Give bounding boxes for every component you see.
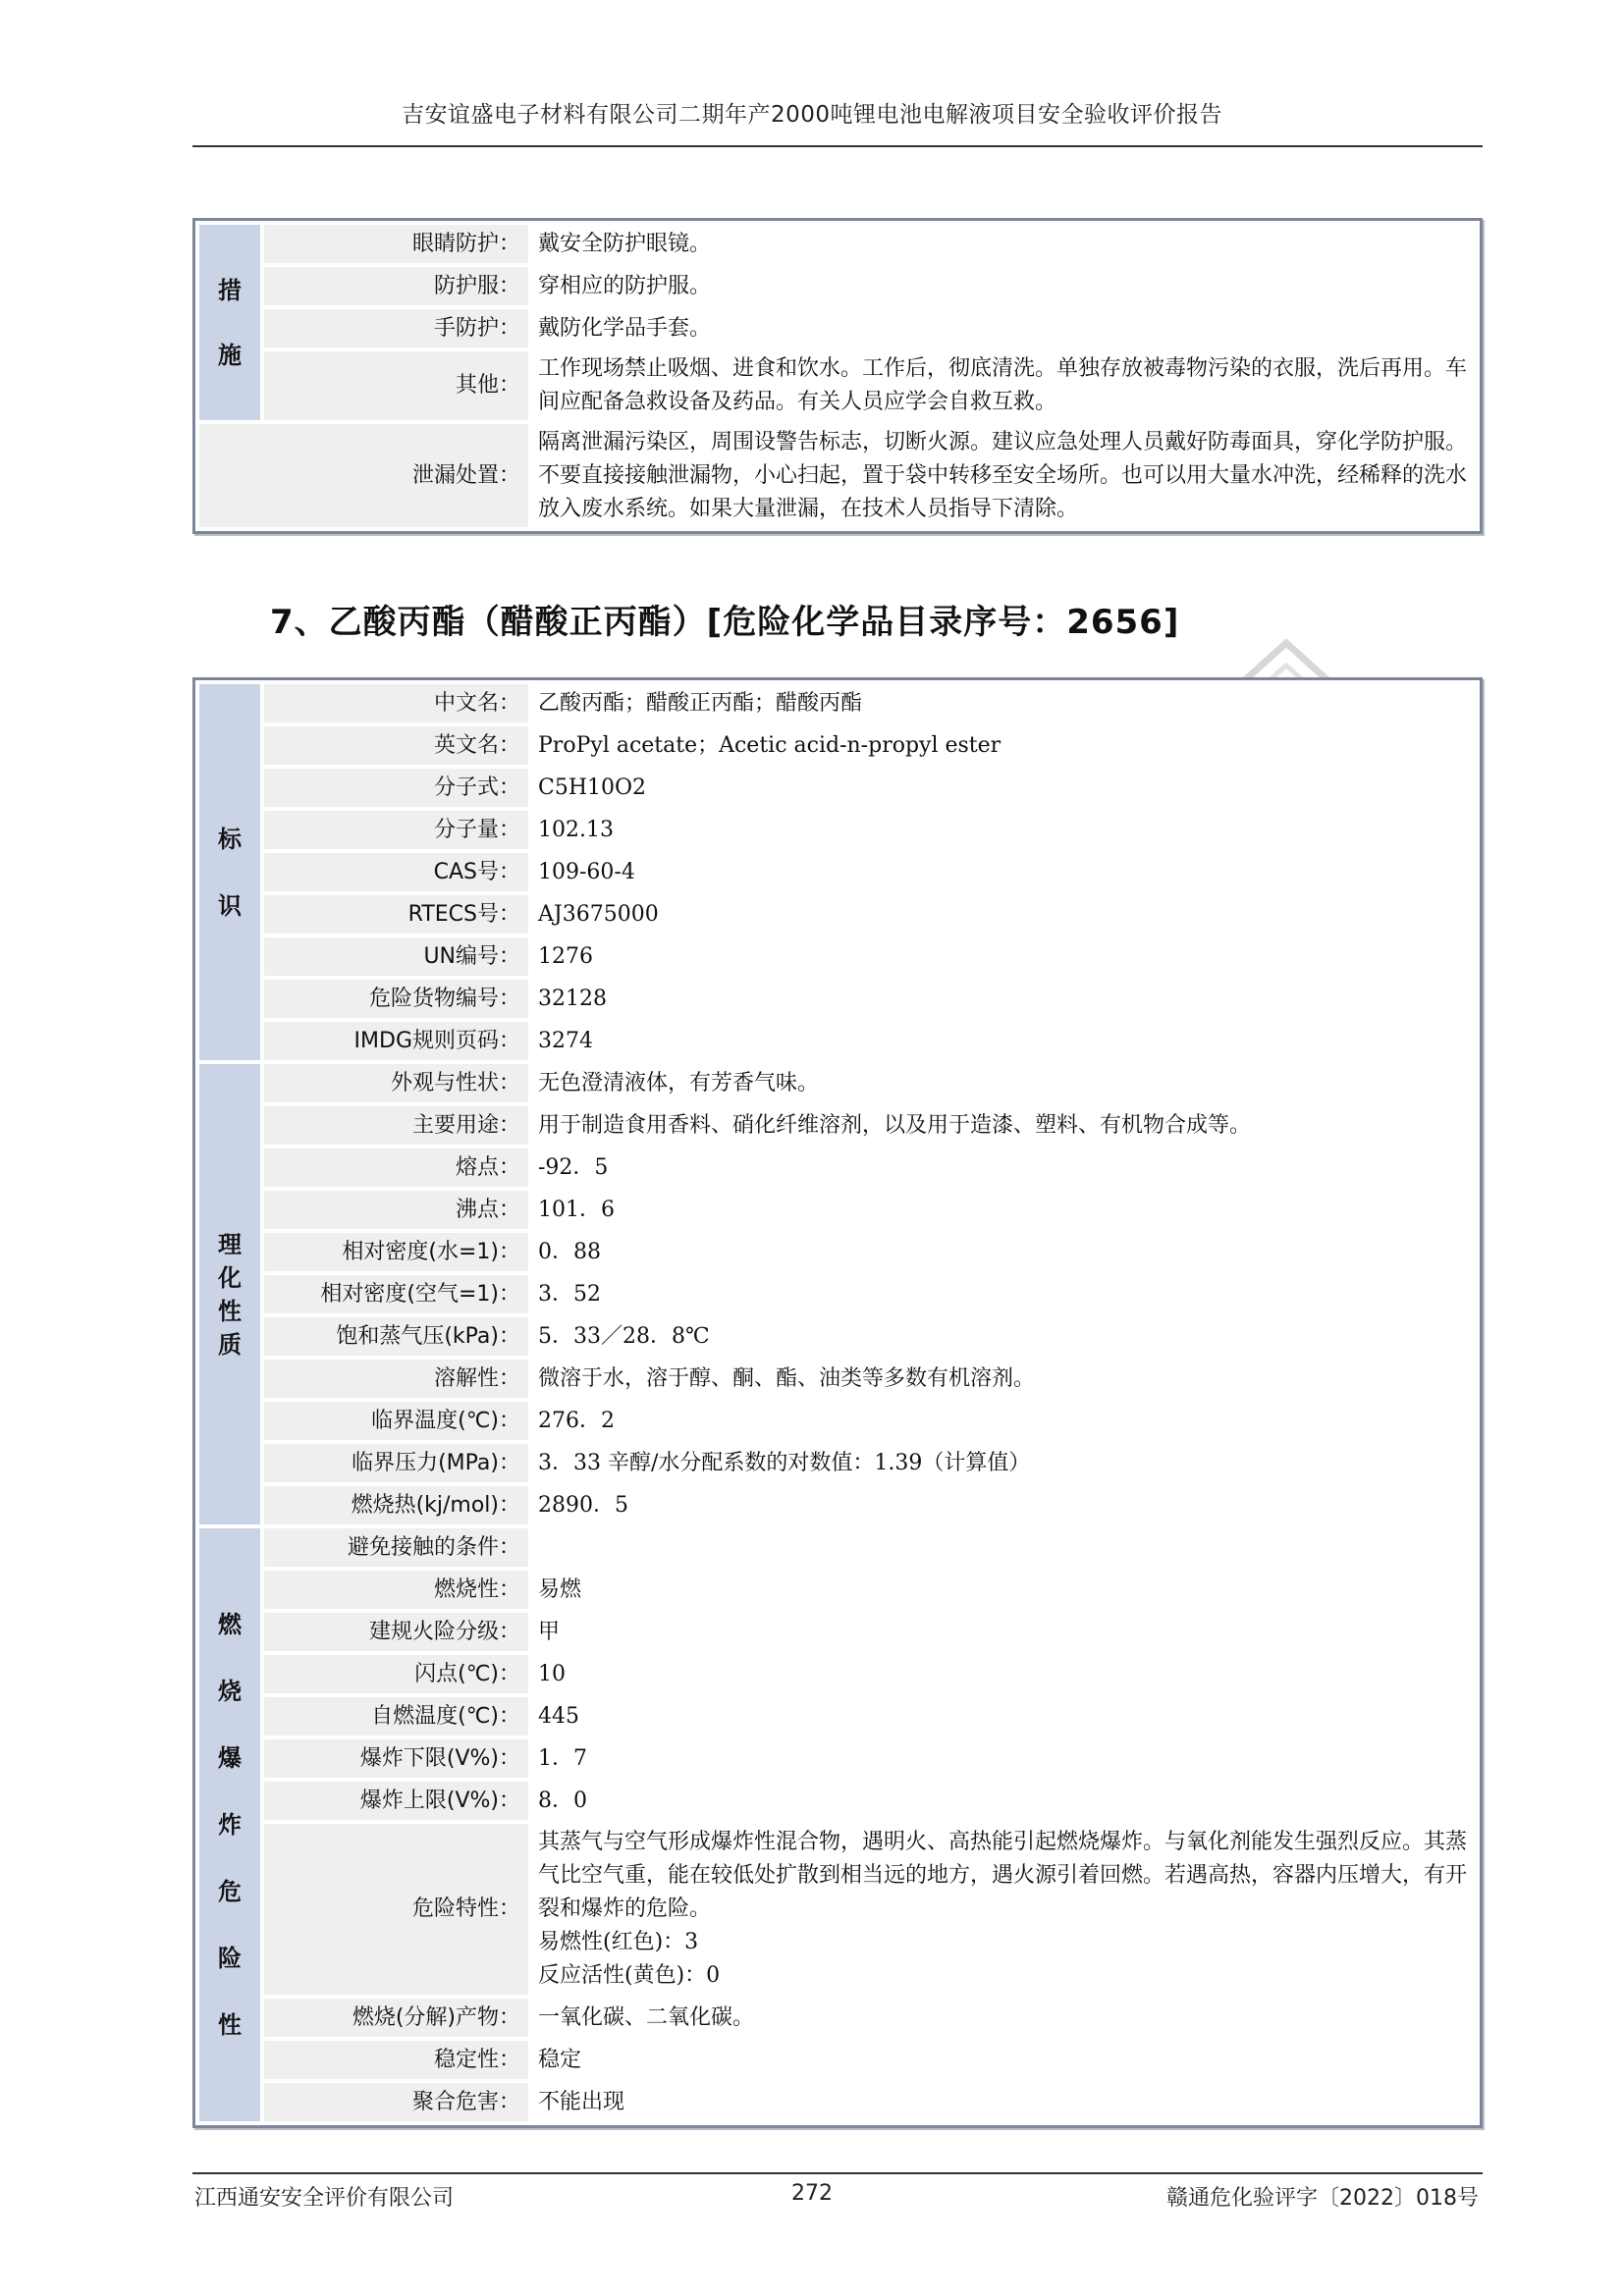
- row-label: 其他：: [264, 351, 528, 420]
- category-physchem: [199, 1064, 260, 1524]
- row-label: 燃烧(分解)产物：: [264, 1999, 528, 2037]
- row-value: 0．88: [538, 1239, 601, 1264]
- row-label: 燃烧性：: [264, 1571, 528, 1609]
- row-value: 微溶于水，溶于醇、酮、酯、油类等多数有机溶剂。: [538, 1365, 1036, 1391]
- hazard-text: 其蒸气与空气形成爆炸性混合物，遇明火、高热能引起燃烧爆炸。与氧化剂能发生强烈反应。其蒸气比空气重，能在较低处扩散到相当远的地方，遇火源引着回燃。若遇高热，容器内压增大，有开裂和爆炸的危险。: [538, 1830, 1468, 1921]
- row-value: 稳定: [538, 2047, 582, 2072]
- footer-rule: [192, 2172, 1483, 2174]
- footer-report-no: 赣通危化验评字〔2022〕018号: [1166, 2186, 1479, 2211]
- row-value: 2890．5: [538, 1492, 628, 1518]
- category-char: 施: [218, 341, 242, 369]
- row-label: 临界温度(℃)：: [264, 1402, 528, 1440]
- category-char: 标: [218, 825, 242, 853]
- row-value: 276．2: [538, 1408, 615, 1433]
- category-char: 炸: [218, 1811, 242, 1839]
- row-label: 临界压力(MPa)：: [264, 1444, 528, 1482]
- row-value: 109-60-4: [538, 859, 635, 884]
- category-char: 性: [218, 2011, 242, 2039]
- row-label: 分子量：: [264, 811, 528, 849]
- row-label: RTECS号：: [264, 895, 528, 934]
- row-label: 外观与性状：: [264, 1064, 528, 1102]
- category-char: 性: [218, 1297, 242, 1325]
- row-label: 自燃温度(℃)：: [264, 1697, 528, 1735]
- category-fire-explosion: [199, 1528, 260, 2121]
- row-value: -92．5: [538, 1154, 609, 1180]
- row-value: 1．7: [538, 1745, 587, 1771]
- category-char: 质: [218, 1330, 242, 1359]
- row-label: 分子式：: [264, 769, 528, 807]
- footer-company: 江西通安安全评价有限公司: [194, 2186, 455, 2211]
- row-value: 穿相应的防护服。: [538, 273, 712, 298]
- row-value: 一氧化碳、二氧化碳。: [538, 2004, 755, 2030]
- row-value: 易燃: [538, 1576, 582, 1602]
- category-char: 理: [218, 1230, 242, 1258]
- row-label: 相对密度(空气=1)：: [264, 1275, 528, 1313]
- hazard-label: 危险特性：: [264, 1824, 528, 1995]
- flammability-rating: 易燃性(红色)：3: [538, 1930, 699, 1954]
- row-value: 乙酸丙酯；醋酸正丙酯；醋酸丙酯: [538, 690, 863, 716]
- row-label: 聚合危害：: [264, 2083, 528, 2121]
- row-label: 危险货物编号：: [264, 980, 528, 1018]
- row-value: 3．33 辛醇/水分配系数的对数值：1.39（计算值）: [538, 1450, 1031, 1475]
- row-value: 445: [538, 1703, 579, 1729]
- row-label: 防护服：: [264, 267, 528, 305]
- page-header: 吉安谊盛电子材料有限公司二期年产2000吨锂电池电解液项目安全验收评价报告: [401, 102, 1223, 128]
- row-label: 燃烧热(kj/mol)：: [264, 1486, 528, 1524]
- hazard-value: [532, 1824, 1476, 1995]
- row-value: 102.13: [538, 817, 614, 842]
- header-rule: [192, 145, 1483, 147]
- row-value: 戴防化学品手套。: [538, 315, 712, 341]
- category-measures: [199, 225, 260, 420]
- protection-measures-table: [192, 218, 1483, 534]
- leak-value: 隔离泄漏污染区，周围设警告标志，切断火源。建议应急处理人员戴好防毒面具，穿化学防护服。不要直接接触泄漏物，小心扫起，置于袋中转移至安全场所。也可以用大量水冲洗，经稀释的洗水放入废水系统。如果大量泄漏，在技术人员指导下清除。: [538, 429, 1468, 521]
- category-char: 危: [218, 1878, 242, 1905]
- row-label: 眼睛防护：: [264, 225, 528, 263]
- row-label: 熔点：: [264, 1148, 528, 1187]
- row-label: 英文名：: [264, 726, 528, 765]
- row-value: C5H10O2: [538, 774, 647, 800]
- row-label: IMDG规则页码：: [264, 1022, 528, 1060]
- row-label: 爆炸下限(V%)：: [264, 1739, 528, 1778]
- row-label: CAS号：: [264, 853, 528, 891]
- row-label: 闪点(℃)：: [264, 1655, 528, 1693]
- row-value: AJ3675000: [538, 901, 659, 927]
- row-label: 手防护：: [264, 309, 528, 347]
- row-label: 沸点：: [264, 1191, 528, 1229]
- row-value: 不能出现: [538, 2089, 625, 2114]
- row-value: 32128: [538, 986, 607, 1011]
- row-label: 避免接触的条件：: [264, 1528, 528, 1567]
- row-label: 爆炸上限(V%)：: [264, 1782, 528, 1820]
- category-char: 险: [218, 1945, 242, 1972]
- category-char: 烧: [218, 1678, 242, 1705]
- leak-label: 泄漏处置：: [199, 424, 528, 527]
- row-label: 主要用途：: [264, 1106, 528, 1145]
- category-char: 化: [218, 1263, 242, 1292]
- row-value: 3274: [538, 1028, 593, 1053]
- row-label: 建规火险分级：: [264, 1613, 528, 1651]
- row-label: 溶解性：: [264, 1360, 528, 1398]
- row-label: 稳定性：: [264, 2041, 528, 2079]
- row-value: 3．52: [538, 1281, 601, 1307]
- row-label: 中文名：: [264, 684, 528, 722]
- row-value: 5．33／28．8℃: [538, 1323, 710, 1349]
- section-title: 7、乙酸丙酯（醋酸正丙酯）[危险化学品目录序号：2656]: [270, 603, 1180, 642]
- row-value: 10: [538, 1661, 566, 1686]
- row-value: 1276: [538, 943, 593, 969]
- row-value: 用于制造食用香料、硝化纤维溶剂，以及用于造漆、塑料、有机物合成等。: [538, 1112, 1252, 1138]
- page-number: 272: [791, 2181, 833, 2206]
- row-label: UN编号：: [264, 937, 528, 976]
- category-char: 燃: [218, 1611, 242, 1638]
- reactivity-rating: 反应活性(黄色)：0: [538, 1963, 721, 1988]
- category-identity: [199, 684, 260, 1060]
- row-value: [532, 1528, 1476, 1567]
- chemical-data-table: [192, 677, 1483, 2128]
- category-char: 措: [218, 276, 242, 304]
- row-value: 8．0: [538, 1788, 587, 1813]
- row-label: 相对密度(水=1)：: [264, 1233, 528, 1271]
- row-value: 工作现场禁止吸烟、进食和饮水。工作后，彻底清洗。单独存放被毒物污染的衣服，洗后再用。车间应配备急救设备及药品。有关人员应学会自救互救。: [538, 356, 1468, 414]
- row-value: ProPyl acetate；Acetic acid-n-propyl ester: [538, 732, 1001, 758]
- category-char: 爆: [218, 1744, 242, 1772]
- row-value: 101．6: [538, 1197, 615, 1222]
- row-value: 无色澄清液体，有芳香气味。: [538, 1070, 820, 1095]
- row-value: 甲: [538, 1619, 561, 1644]
- row-value: 戴安全防护眼镜。: [538, 231, 712, 256]
- category-char: 识: [218, 891, 242, 920]
- row-label: 饱和蒸气压(kPa)：: [264, 1317, 528, 1356]
